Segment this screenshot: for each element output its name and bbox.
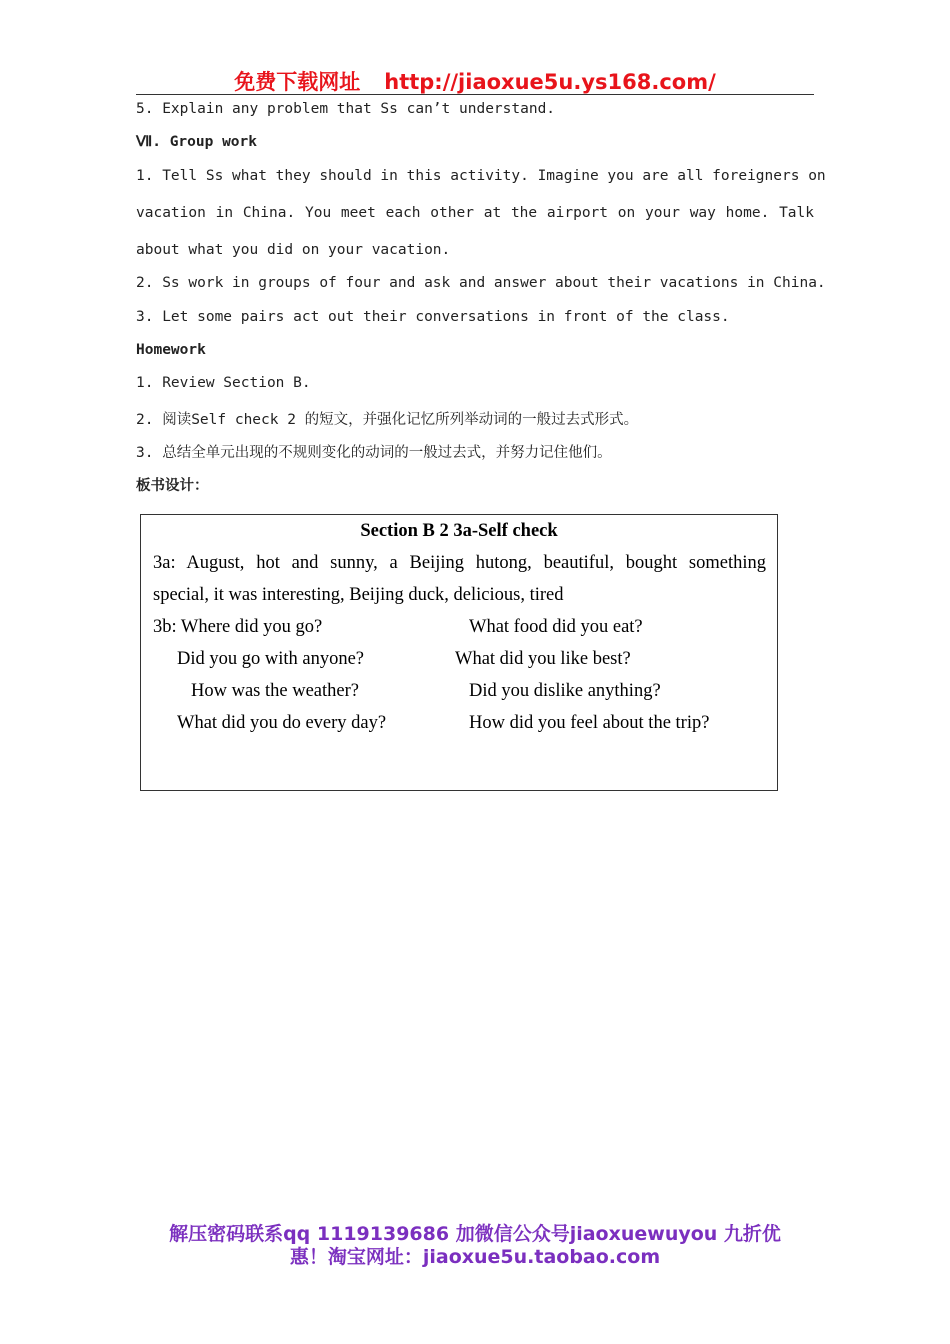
- footer-contact-line-1: 解压密码联系qq 1119139686 加微信公众号jiaoxuewuyou 九折优: [169, 1223, 781, 1245]
- homework-item-2: 2. 阅读Self check 2 的短文，并强化记忆所列举动词的一般过去式形式。: [136, 412, 639, 428]
- board-title: Section B 2 3a-Self check: [360, 521, 558, 541]
- board-question-8: How did you feel about the trip?: [469, 713, 710, 733]
- homework-item-1: 1. Review Section B.: [136, 375, 311, 391]
- board-3a-line-2: special, it was interesting, Beijing duck, delicious, tired: [153, 585, 564, 605]
- homework-item-3: 3. 总结全单元出现的不规则变化的动词的一般过去式，并努力记住他们。: [136, 445, 612, 461]
- board-question-3: Did you go with anyone?: [177, 649, 365, 669]
- footer-contact-line-2: 惠！淘宝网址：jiaoxue5u.taobao.com: [289, 1246, 661, 1268]
- board-question-7: What did you do every day?: [177, 713, 387, 733]
- board-question-5: How was the weather?: [191, 681, 359, 701]
- page-header: [136, 66, 814, 95]
- board-question-1: 3b: Where did you go?: [153, 617, 323, 637]
- group-step-1-line-1: 1. Tell Ss what they should in this activity. Imagine you are all foreigners on: [136, 168, 826, 184]
- board-question-4: What did you like best?: [455, 649, 631, 669]
- board-design-box: [140, 514, 778, 791]
- board-3a-line-1: 3a: August, hot and sunny, a Beijing hutong, beautiful, bought something: [153, 553, 766, 573]
- group-step-1-line-3: about what you did on your vacation.: [136, 242, 451, 258]
- board-design-label: 板书设计：: [136, 478, 209, 494]
- homework-heading: Homework: [136, 342, 206, 358]
- group-work-heading: Ⅶ. Group work: [136, 134, 257, 150]
- board-question-6: Did you dislike anything?: [469, 681, 661, 701]
- group-step-2-text: 2. Ss work in groups of four and ask and answer about their vacations in China.: [136, 275, 826, 291]
- group-step-1-line-2: vacation in China. You meet each other at the airport on your way home. Talk: [136, 205, 814, 221]
- group-step-3-text: 3. Let some pairs act out their conversations in front of the class.: [136, 309, 730, 325]
- board-question-2: What food did you eat?: [469, 617, 643, 637]
- header-site-label: 免费下载网址: [234, 70, 361, 94]
- step-5-text: 5. Explain any problem that Ss can’t understand.: [136, 101, 556, 117]
- header-url-link[interactable]: http://jiaoxue5u.ys168.com/: [384, 70, 716, 94]
